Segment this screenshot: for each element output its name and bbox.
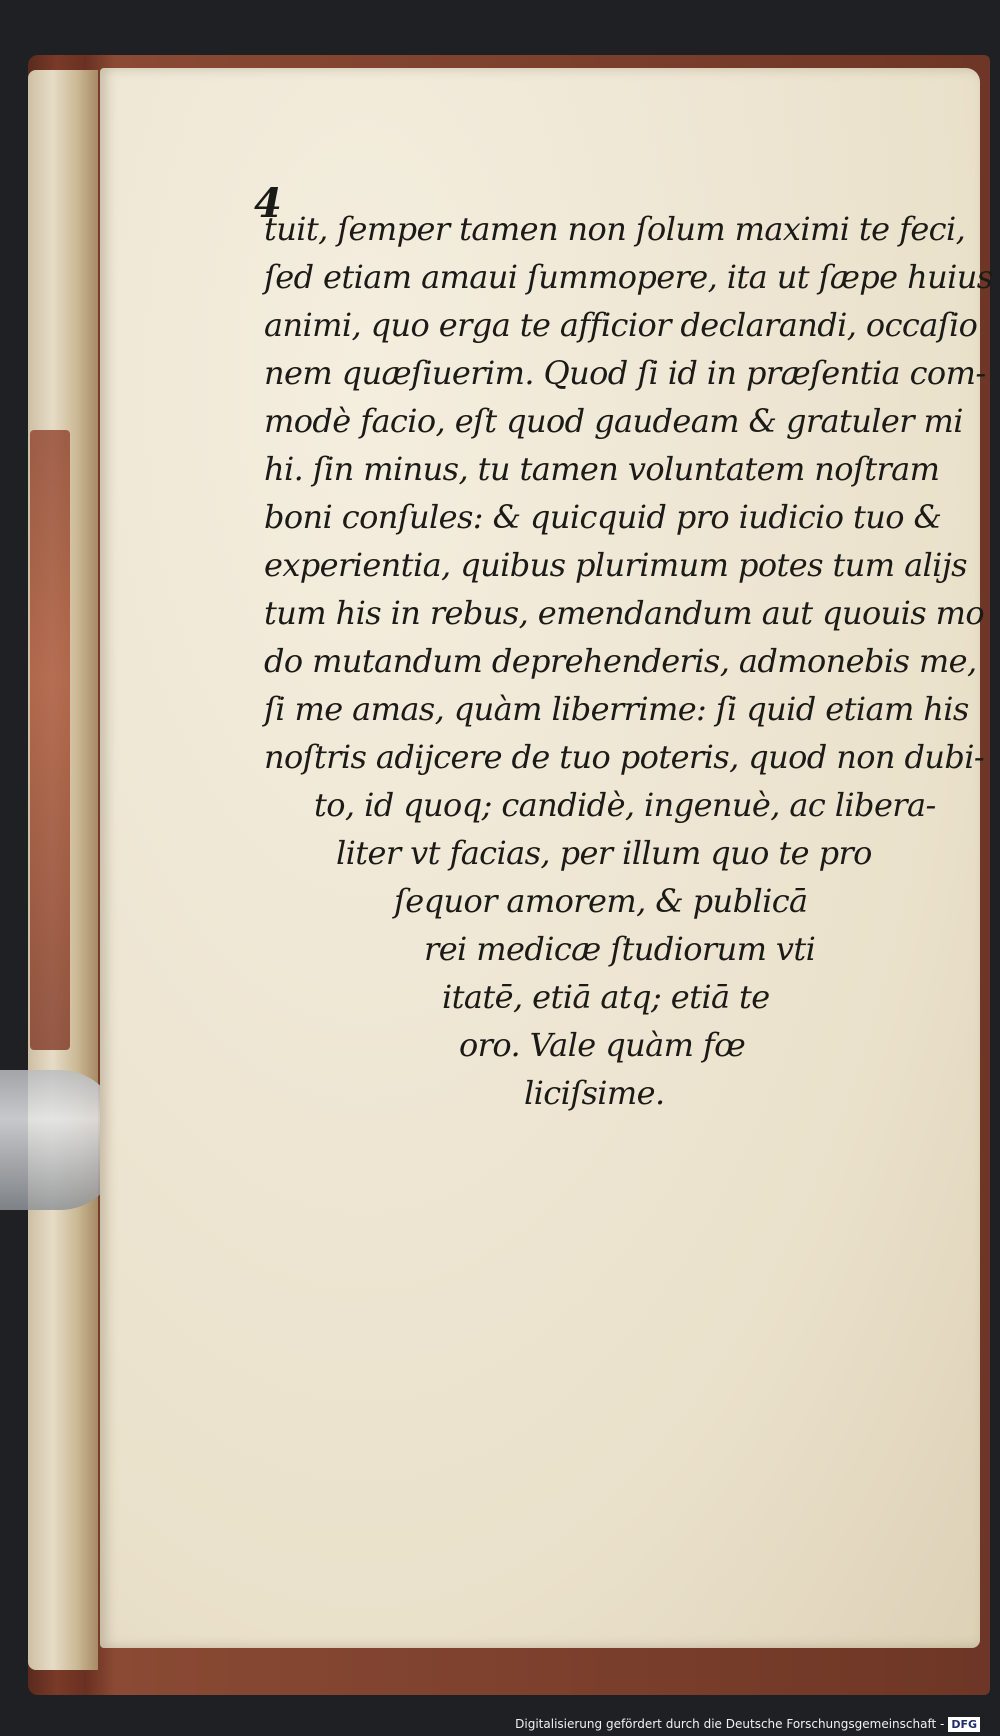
- text-line: rei medicæ ſtudiorum vti: [424, 930, 816, 968]
- text-line: tum his in rebus, emendandum aut quouis mo: [264, 594, 985, 632]
- text-line: itatē, etiā atq; etiā te: [442, 978, 770, 1016]
- text-line: modè facio, eſt quod gaudeam & gratuler mi: [264, 402, 963, 440]
- credit-text: Digitalisierung gefördert durch die Deutsche Forschungsgemeinschaft -: [515, 1717, 945, 1731]
- page-number: 4: [254, 180, 282, 227]
- text-line: oro. Vale quàm fœ: [459, 1026, 746, 1064]
- dfg-logo: DFG: [948, 1717, 980, 1732]
- text-line: liter vt facias, per illum quo te pro: [336, 834, 872, 872]
- text-line: ſed etiam amaui ſummopere, ita ut ſæpe huius: [264, 258, 993, 296]
- text-line: liciſsime.: [524, 1074, 665, 1112]
- text-line: ſi me amas, quàm liberrime: ſi quid etiam his: [264, 690, 969, 728]
- text-line: tuit, ſemper tamen non ſolum maximi te feci,: [264, 210, 966, 248]
- text-line: noſtris adijcere de tuo poteris, quod non dubi-: [264, 738, 985, 776]
- text-line: animi, quo erga te afficior declarandi, occaſio: [264, 306, 978, 344]
- digitization-credit: [515, 1717, 980, 1732]
- text-line: boni conſules: & quicquid pro iudicio tuo &: [264, 498, 942, 536]
- text-line: nem quæſiuerim. Quod ſi id in præſentia com-: [264, 354, 986, 392]
- body-text: [264, 205, 993, 1117]
- text-line: hi. ſin minus, tu tamen voluntatem noſtram: [264, 450, 940, 488]
- spine-label-faded: [38, 120, 62, 1020]
- text-line: to, id quoq; candidè, ingenuè, ac libera-: [314, 786, 936, 824]
- text-line: do mutandum deprehenderis, admonebis me,: [264, 642, 977, 680]
- text-line: experientia, quibus plurimum potes tum aliјs: [264, 546, 967, 584]
- text-line: ſequor amorem, & publicā: [394, 882, 808, 920]
